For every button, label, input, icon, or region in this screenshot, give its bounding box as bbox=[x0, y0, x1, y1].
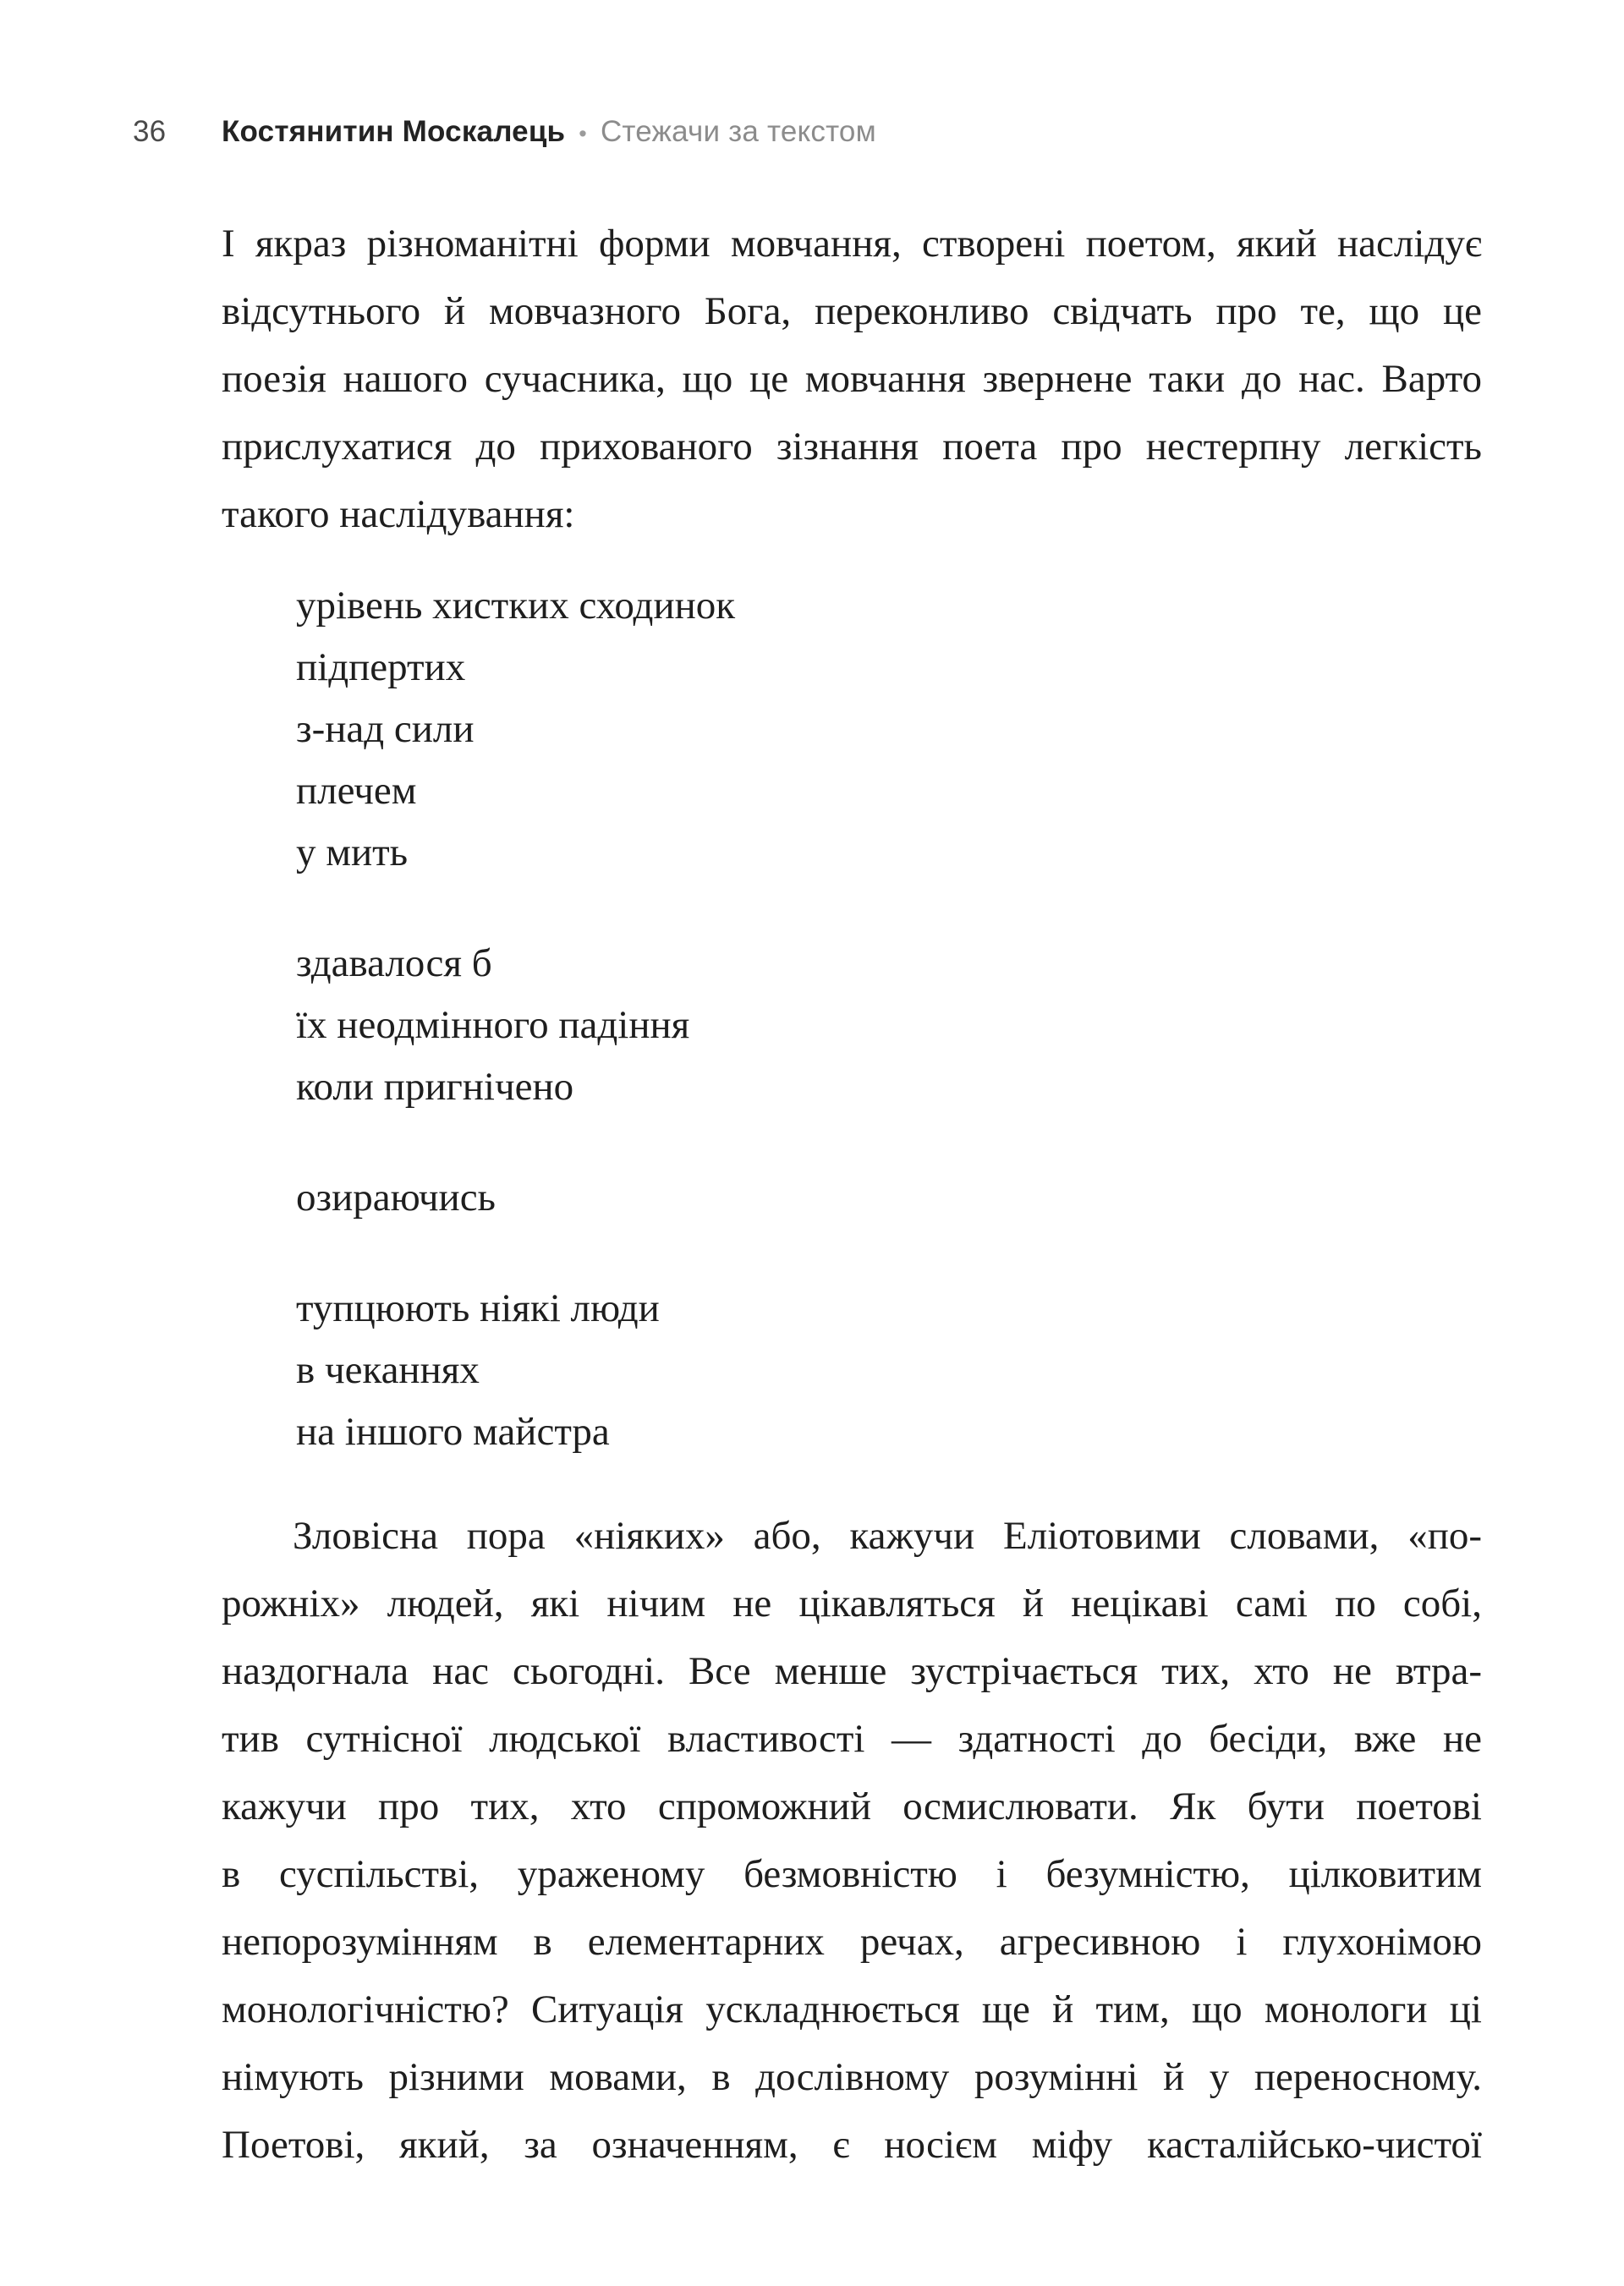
poem-line: урівень хистких сходинок bbox=[296, 584, 736, 628]
paragraph-commentary bbox=[222, 1502, 1482, 2179]
paragraph-intro bbox=[222, 210, 1482, 548]
poem-stanza bbox=[296, 1167, 1482, 1229]
poem-line: у мить bbox=[296, 831, 409, 874]
text-line: тив сутнісної людської властивості — здатності до бесіди, вже не bbox=[222, 1717, 1482, 1761]
poem-stanza bbox=[296, 1278, 1482, 1463]
poem-line: тупцюють ніякі люди bbox=[296, 1286, 660, 1330]
poem-line: озираючись bbox=[296, 1176, 496, 1220]
poem-quotation bbox=[296, 575, 1482, 1463]
poem-stanza bbox=[296, 575, 1482, 884]
poem-line: в чеканнях bbox=[296, 1348, 480, 1392]
poem-line: їх неодмінного падіння bbox=[296, 1003, 690, 1047]
text-line: Зловісна пора «ніяких» або, кажучи Еліотовими словами, «по- bbox=[293, 1514, 1482, 1558]
text-line: І якраз різноманітні форми мовчання, створені поетом, який наслідує bbox=[222, 222, 1482, 266]
poem-line: на іншого майстра bbox=[296, 1410, 610, 1454]
text-line: німують різними мовами, в дослівному розумінні й у переносному. bbox=[222, 2055, 1482, 2099]
text-line: прислухатися до прихованого зізнання поета про нестерпну легкість bbox=[222, 425, 1482, 469]
poem-line: коли пригнічено bbox=[296, 1065, 574, 1109]
running-head bbox=[133, 115, 1480, 149]
text-line: рожніх» людей, які нічим не цікавляться й нецікаві самі по собі, bbox=[222, 1582, 1482, 1625]
header-book-title: Стежачи за текстом bbox=[600, 115, 876, 148]
text-line: кажучи про тих, хто спроможний осмислювати. Як бути поетові bbox=[222, 1784, 1482, 1828]
text-line: наздогнала нас сьогодні. Все менше зустрічається тих, хто не втра- bbox=[222, 1649, 1482, 1693]
text-line: в суспільстві, ураженому безмовністю і безумністю, цілковитим bbox=[222, 1852, 1482, 1896]
text-line: непорозумінням в елементарних речах, агресивною і глухонімою bbox=[222, 1920, 1482, 1964]
poem-line: здавалося б bbox=[296, 941, 492, 985]
header-separator-dot: • bbox=[579, 121, 587, 146]
text-line: відсутнього й мовчазного Бога, переконливо свідчать про те, що це bbox=[222, 289, 1482, 333]
poem-stanza bbox=[296, 933, 1482, 1118]
header-author: Костянитин Москалець bbox=[222, 115, 566, 148]
page-number: 36 bbox=[133, 115, 167, 148]
poem-line: з-над сили bbox=[296, 707, 475, 751]
text-line: такого наслідування: bbox=[222, 492, 575, 536]
poem-line: підпертих bbox=[296, 645, 466, 689]
poem-line: плечем bbox=[296, 769, 417, 813]
text-line: поезія нашого сучасника, що це мовчання звернене таки до нас. Варто bbox=[222, 357, 1482, 401]
body-text bbox=[222, 210, 1482, 2179]
text-line: Поетові, який, за означенням, є носієм міфу касталійсько-чистої bbox=[222, 2123, 1482, 2167]
text-line: монологічністю? Ситуація ускладнюється ще й тим, що монологи ці bbox=[222, 1987, 1482, 2031]
